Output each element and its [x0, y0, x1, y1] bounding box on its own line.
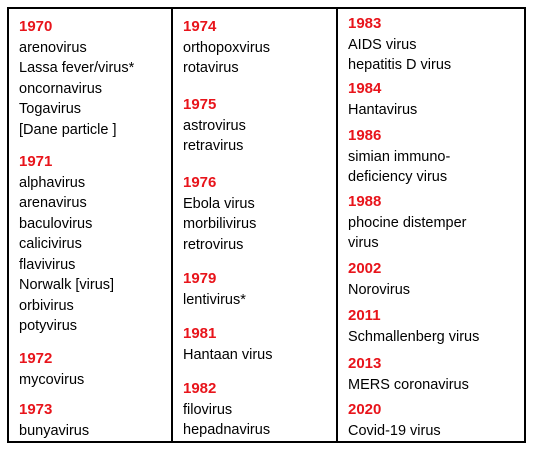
year-group-2013	[348, 354, 520, 395]
virus-name: bunyavirus	[19, 422, 90, 439]
virus-name: flavivirus	[19, 256, 76, 273]
virus-name: mycovirus	[19, 371, 85, 388]
year-label: 1981	[183, 325, 217, 342]
virus-name: retravirus	[183, 138, 244, 154]
virus-name: calicivirus	[19, 236, 82, 252]
year-label: 1974	[183, 18, 217, 35]
virus-name: arenavirus	[19, 195, 87, 211]
virus-name: astrovirus	[183, 117, 246, 134]
year-label: 1972	[19, 350, 53, 367]
virus-name: Norovirus	[348, 281, 411, 298]
virus-name: baculovirus	[19, 215, 93, 232]
year-group-1983	[348, 14, 520, 76]
year-group-1973	[19, 400, 167, 441]
virus-name: lentivirus*	[183, 291, 246, 308]
year-label: 2002	[348, 260, 382, 277]
virus-name: rotavirus	[183, 60, 239, 76]
year-label: 1983	[348, 15, 382, 32]
year-label: 1979	[183, 270, 217, 287]
year-group-1988	[348, 192, 520, 254]
virus-name: orbivirus	[19, 297, 74, 314]
year-label: 2020	[348, 401, 382, 418]
virus-name: virus	[348, 235, 379, 251]
year-label: 1975	[183, 96, 217, 113]
virus-name: orthopoxvirus	[183, 39, 271, 56]
year-label: 1973	[19, 401, 53, 418]
year-group-1982	[183, 379, 332, 441]
year-label: 1970	[19, 18, 53, 35]
virus-name: Hantaan virus	[183, 346, 273, 363]
virus-name: deficiency virus	[348, 169, 448, 185]
virus-name: AIDS virus	[348, 36, 417, 53]
year-group-1975	[183, 95, 332, 157]
year-group-2002	[348, 259, 520, 300]
year-label: 1982	[183, 380, 217, 397]
virus-name: [Dane particle ]	[19, 121, 117, 138]
year-label: 1976	[183, 174, 217, 191]
virus-name: Norwalk [virus]	[19, 277, 115, 293]
year-group-1984	[348, 79, 520, 120]
year-group-2011	[348, 306, 520, 347]
virus-name: MERS coronavirus	[348, 376, 469, 393]
year-group-1976	[183, 173, 332, 255]
column-1	[9, 9, 173, 441]
year-label: 2013	[348, 355, 382, 372]
virus-name: hepadnavirus	[183, 422, 271, 438]
year-group-1979	[183, 269, 332, 310]
virus-name: Schmallenberg virus	[348, 328, 480, 345]
virus-name: oncornavirus	[19, 80, 103, 97]
virus-name: hepatitis D virus	[348, 57, 452, 73]
year-label: 1971	[19, 153, 53, 170]
virus-name: Togavirus	[19, 101, 82, 117]
year-group-1981	[183, 324, 332, 365]
virus-name: Lassa fever/virus*	[19, 60, 135, 76]
virus-name: Hantavirus	[348, 101, 418, 118]
year-label: 1986	[348, 127, 382, 144]
virus-name: alphavirus	[19, 174, 86, 191]
year-group-1971	[19, 152, 167, 337]
year-group-1986	[348, 126, 520, 188]
virus-name: morbilivirus	[183, 216, 257, 232]
virus-name: retrovirus	[183, 236, 244, 253]
year-label: 2011	[348, 307, 381, 324]
year-group-1970	[19, 17, 167, 140]
virus-name: simian immuno-	[348, 148, 451, 165]
column-2	[173, 9, 338, 441]
year-label: 1984	[348, 80, 382, 97]
virus-name: phocine distemper	[348, 214, 467, 231]
virus-timeline-table	[7, 7, 526, 443]
year-group-2020	[348, 400, 520, 441]
virus-name: Covid-19 virus	[348, 422, 441, 439]
year-group-1972	[19, 349, 167, 390]
virus-name: Ebola virus	[183, 195, 255, 212]
year-group-1974	[183, 17, 332, 79]
virus-name: potyvirus	[19, 318, 78, 334]
column-3	[338, 9, 524, 441]
virus-name: arenovirus	[19, 39, 87, 56]
virus-name: filovirus	[183, 401, 233, 418]
year-label: 1988	[348, 193, 382, 210]
